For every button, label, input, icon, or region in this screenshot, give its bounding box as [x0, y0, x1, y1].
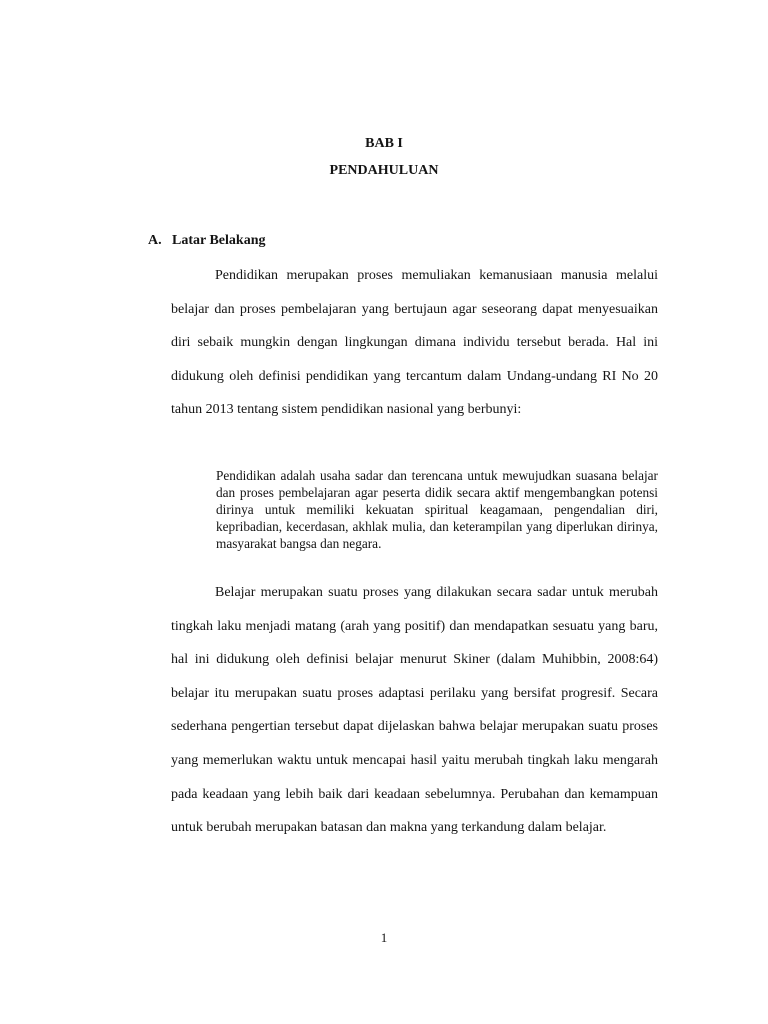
section-heading — [148, 233, 265, 249]
section-marker: A. — [148, 233, 162, 248]
chapter-number: BAB I — [365, 136, 403, 151]
page-number: 1 — [380, 930, 388, 945]
chapter-title: PENDAHULUAN — [329, 163, 439, 178]
body-paragraph: Belajar merupakan suatu proses yang dilakukan secara sadar untuk merubah tingkah laku menjadi matang (arah yang positif) dan mendapatkan sesuatu yang baru, hal ini didukung oleh definisi belajar menurut Skiner (dalam Muhibbin, 2008:64) belajar itu merupakan suatu proses adaptasi perilaku yang bersifat progresif. Secara sederhana pengertian tersebut dapat dijelaskan bahwa belajar merupakan suatu proses yang memerlukan waktu untuk mencapai hasil yaitu merubah tingkah laku mengarah pada keadaan yang lebih baik dari keadaan sebelumnya. Perubahan dan kemampuan untuk berubah merupakan batasan dan makna yang terkandung dalam belajar. — [171, 585, 658, 836]
block-quote: Pendidikan adalah usaha sadar dan terencana untuk mewujudkan suasana belajar dan proses pembelajaran agar peserta didik secara aktif mengembangkan potensi dirinya untuk memiliki kekuatan spiritual keagamaan, pengendalian diri, kepribadian, kecerdasan, akhlak mulia, dan keterampilan yang diperlukan dirinya, masyarakat bangsa dan negara. — [216, 468, 658, 551]
body-paragraph: Pendidikan merupakan proses memuliakan kemanusiaan manusia melalui belajar dan proses pembelajaran yang bertujaun agar seseorang dapat menyesuaikan diri sebaik mungkin dengan lingkungan dimana individu tersebut berada. Hal ini didukung oleh definisi pendidikan yang tercantum dalam Undang-undang RI No 20 tahun 2013 tentang sistem pendidikan nasional yang berbunyi: — [171, 268, 658, 418]
section-title: Latar Belakang — [172, 233, 266, 248]
